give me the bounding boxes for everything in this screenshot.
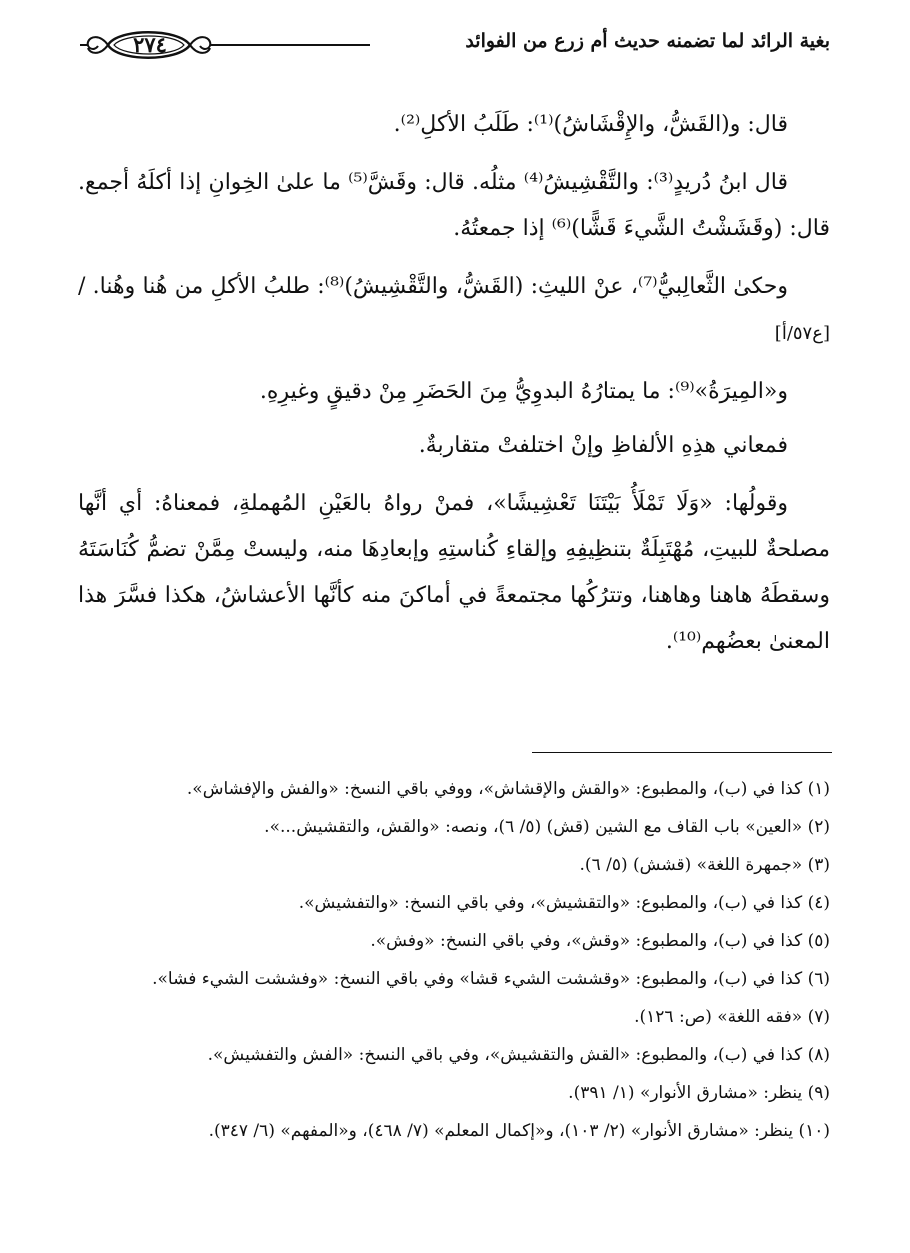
footnotes (78, 770, 830, 1150)
running-header (78, 22, 830, 70)
header-rule (220, 44, 370, 46)
footnote: (١) كذا في (ب)، والمطبوع: «والقش والإقشاش»، ووفي باقي النسخ: «والفش والإفشاش». (186, 779, 830, 799)
footnote: (٥) كذا في (ب)، والمطبوع: «وقش»، وفي باقي النسخ: «وفش». (370, 931, 830, 951)
footnote: (٦) كذا في (ب)، والمطبوع: «وقششت الشيء قشا» وفي باقي النسخ: «وفششت الشيء فشا». (152, 969, 830, 989)
header-title: بغية الرائد لما تضمنه حديث أم زرع من الفوائد (465, 30, 830, 52)
paragraph: قال: و(القَشُّ، والإِقْشَاشُ)⁽¹⁾: طَلَبُ الأكلِ⁽²⁾. (393, 112, 788, 137)
footnote: (١٠) ينظر: «مشارق الأنوار» (٢/ ١٠٣)، و«إكمال المعلم» (٧/ ٤٦٨)، و«المفهم» (٦/ ٣٤٧). (208, 1121, 830, 1141)
paragraph: فمعاني هذِهِ الألفاظِ وإنْ اختلفتْ متقاربةٌ. (418, 433, 788, 458)
paragraph: و«المِيرَةُ»⁽⁹⁾: ما يمتارُهُ البدوِيُّ مِنَ الحَضَرِ مِنْ دقيقٍ وغيرِهِ. (259, 379, 788, 404)
paragraph: قال ابنُ دُريدٍ⁽³⁾: والتَّقْشِيشُ⁽⁴⁾ مثلُه. قال: وقَشَّ⁽⁵⁾ ما علىٰ الخِوانِ إذا أكلَهُ أجمع. قال: (وقَشَشْتُ الشَّيءَ قَشًّا)⁽⁶⁾ إذا جمعتُهُ. (78, 170, 830, 241)
paragraph-text: وحكىٰ الثَّعالِبيُّ⁽⁷⁾، عنْ الليثِ: (القَشُّ، والتَّقْشِيشُ)⁽⁸⁾: طلبُ الأكلِ من هُنا وهُنا. / (78, 274, 788, 299)
footnote: (٧) «فقه اللغة» (ص: ١٢٦). (634, 1007, 830, 1027)
footnote-separator (532, 752, 832, 753)
footnote: (٣) «جمهرة اللغة» (قشش) (٥/ ٦). (579, 855, 830, 875)
page-number: ٢٧٤ (133, 32, 167, 57)
paragraph: وقولُها: «وَلَا تَمْلَأُ بَيْتَنَا تَعْشِيشًا»، فمنْ رواهُ بالعَيْنِ المُهملةِ، فمعناهُ: أي أنَّها مصلحةٌ للبيتِ، مُهْتَبِلَةٌ بتنظِيفِهِ وإلقاءِ كُناستِهِ وإبعادِهَا منه، وليستْ مِمَّنْ تضمُّ كُنَاسَتَهُ وسقطَهُ هاهنا وهاهنا، وتترُكُها مجتمعةً في أماكنَ منه كأنَّها الأعشاشُ، هكذا فسَّرَ هذا المعنىٰ بعضُهم⁽¹⁰⁾. (78, 491, 831, 654)
footnote: (٢) «العين» باب القاف مع الشين (قش) (٥/ ٦)، ونصه: «والقش، والتقشيش...». (264, 817, 830, 837)
footnote: (٩) ينظر: «مشارق الأنوار» (١/ ٣٩١). (568, 1083, 830, 1103)
footnote: (٨) كذا في (ب)، والمطبوع: «القش والتقشيش»، وفي باقي النسخ: «الفش والتفشيش». (207, 1045, 830, 1065)
main-text (78, 102, 830, 677)
page-number-ornament (78, 22, 220, 68)
paragraph-with-margin-ref (78, 264, 830, 357)
footnote: (٤) كذا في (ب)، والمطبوع: «والتقشيش»، وفي باقي النسخ: «والتفشيش». (298, 893, 830, 913)
manuscript-folio-ref: [ع٥٧/أ] (774, 323, 830, 344)
